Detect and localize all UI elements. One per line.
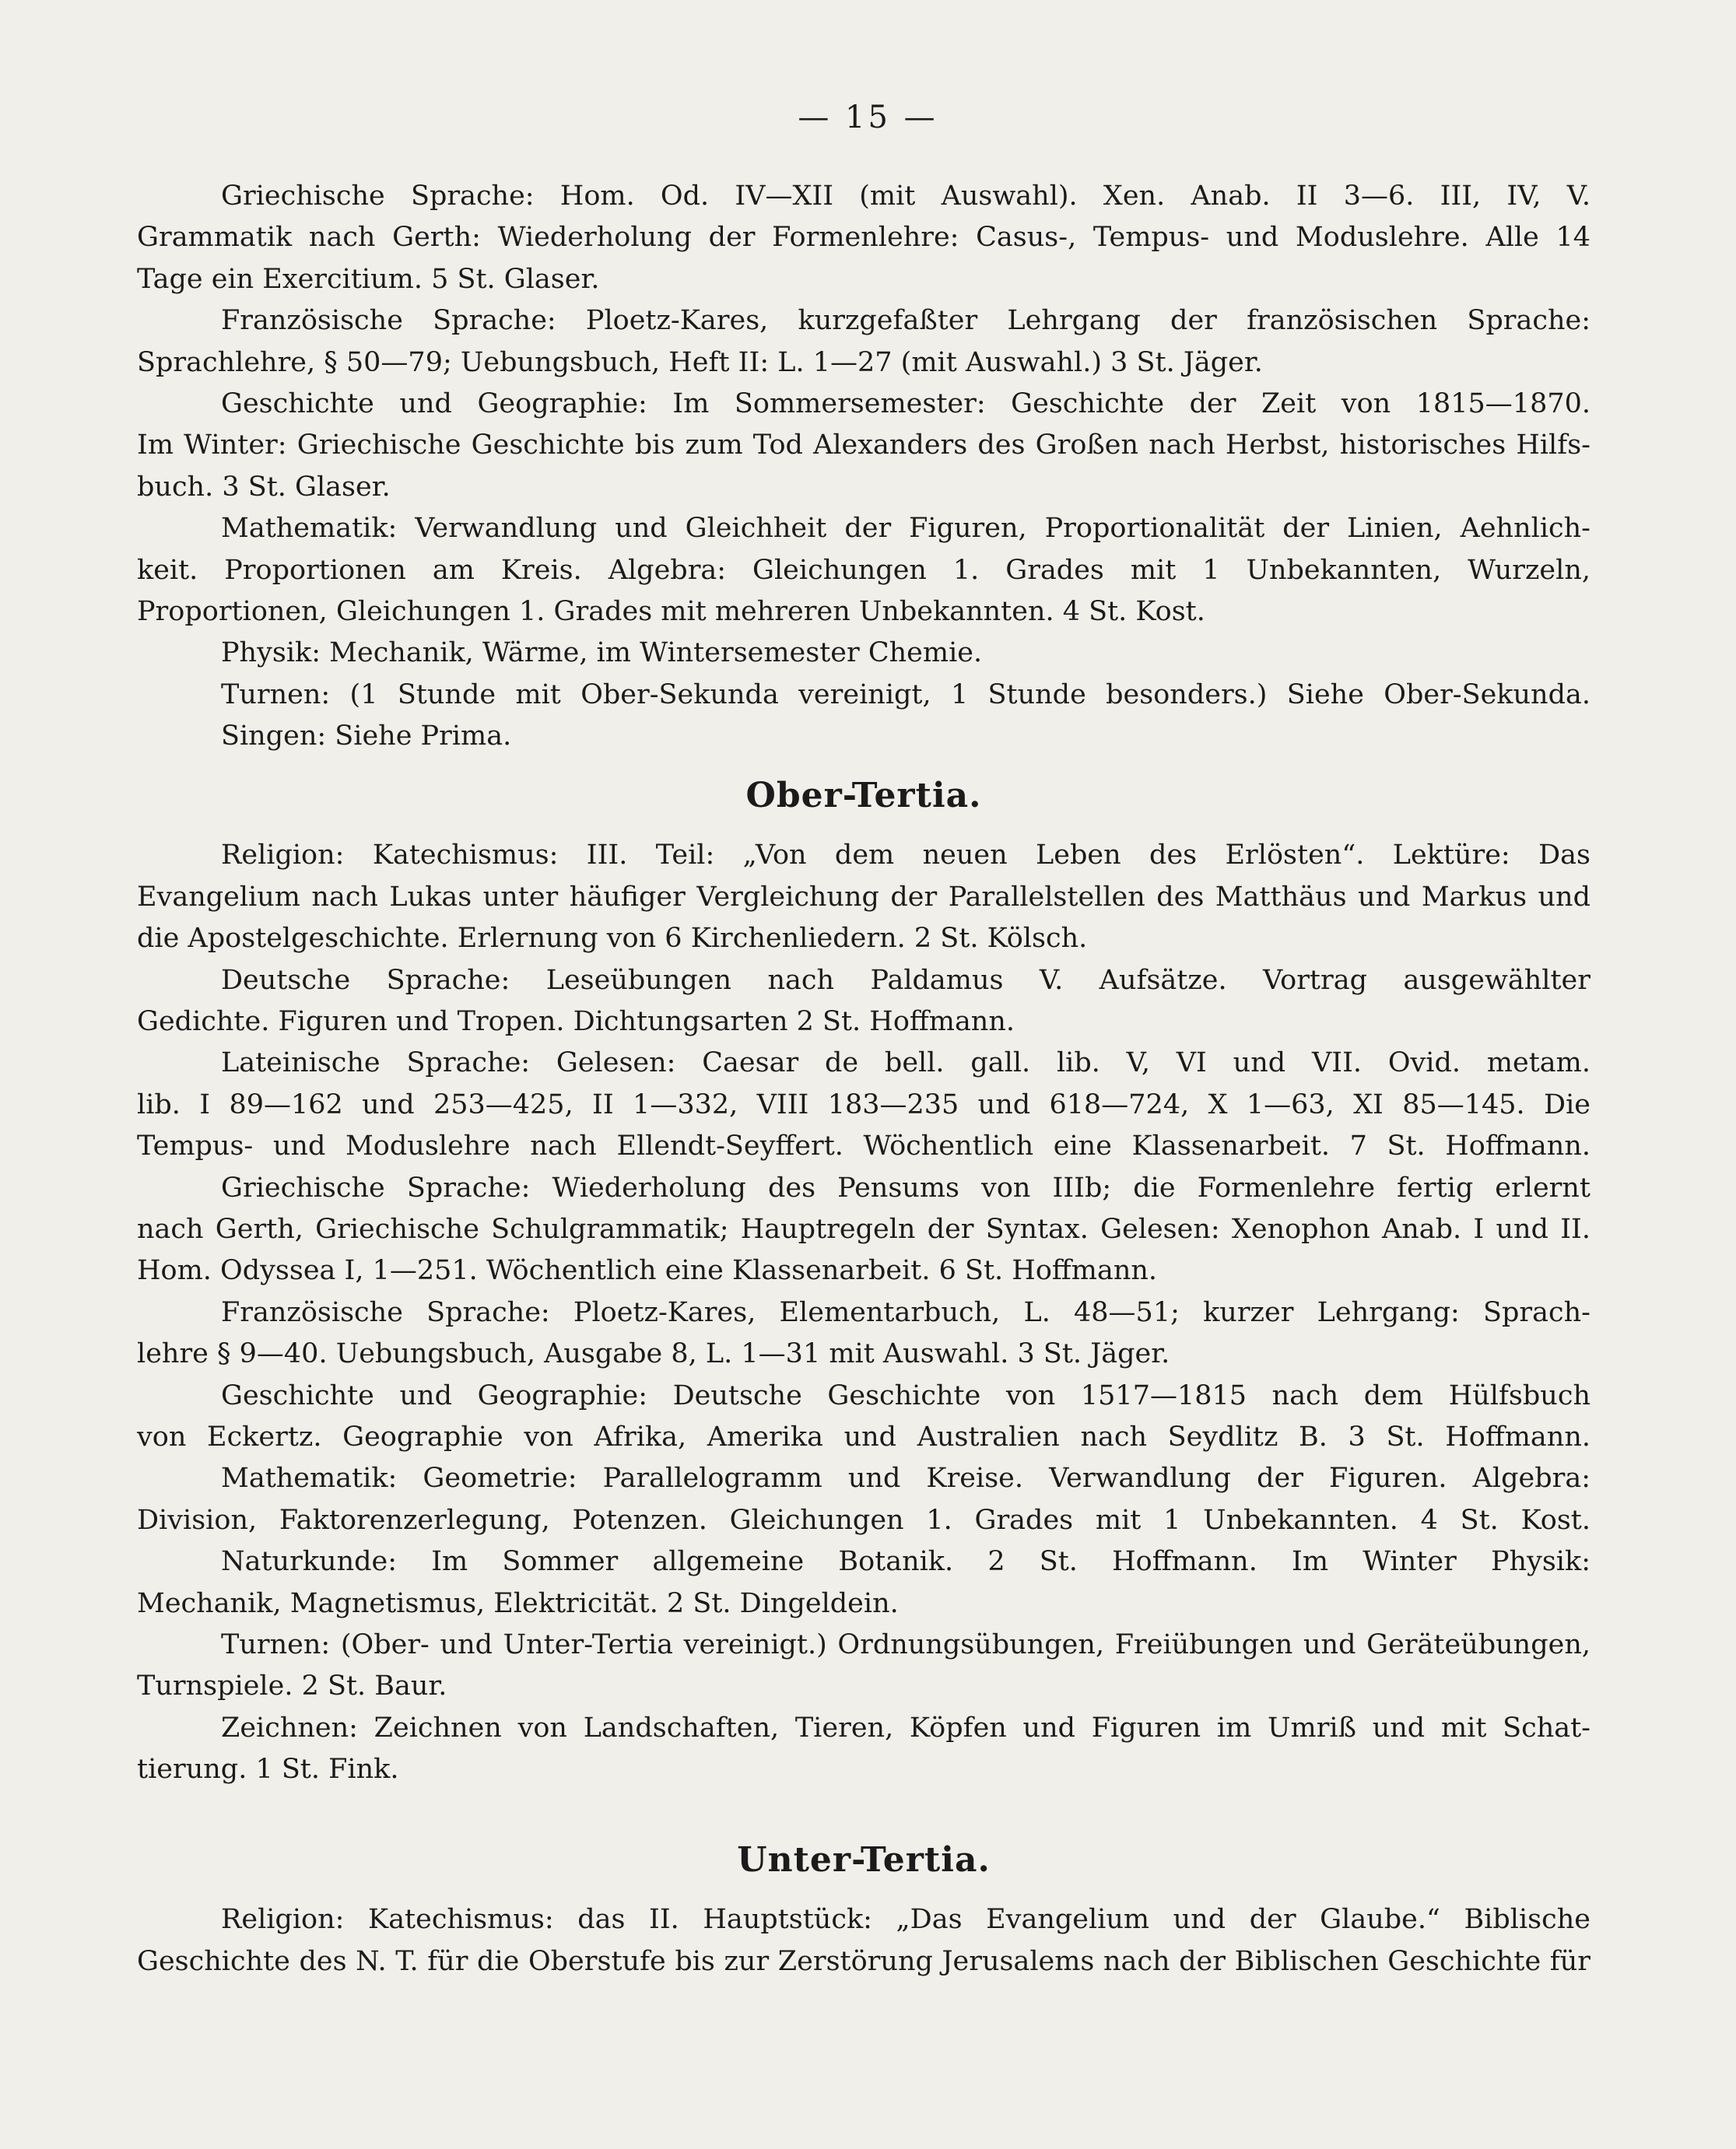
text-line: Im Winter: Griechische Geschichte bis zum Tod Alexanders des Großen nach Herbst, historisches Hilfs- bbox=[137, 429, 1590, 461]
text-line: Tage ein Exercitium. 5 St. Glaser. bbox=[137, 263, 600, 295]
text-line: Gedichte. Figuren und Tropen. Dichtungsarten 2 St. Hoffmann. bbox=[137, 1006, 1015, 1038]
text-line: Mechanik, Magnetismus, Elektricität. 2 St. Dingeldein. bbox=[137, 1587, 899, 1619]
text-line: Hom. Odyssea I, 1—251. Wöchentlich eine Klassenarbeit. 6 St. Hoffmann. bbox=[137, 1255, 1158, 1287]
text-line: Deutsche Sprache: Leseübungen nach Paldamus V. Aufsätze. Vortrag ausgewählter bbox=[221, 964, 1590, 996]
text-line: lib. I 89—162 und 253—425, II 1—332, VIII 183—235 und 618—724, X 1—63, XI 85—145. Die bbox=[137, 1089, 1590, 1120]
text-line: lehre § 9—40. Uebungsbuch, Ausgabe 8, L. 1—31 mit Auswahl. 3 St. Jäger. bbox=[137, 1338, 1170, 1370]
text-line: die Apostelgeschichte. Erlernung von 6 Kirchenliedern. 2 St. Kölsch. bbox=[137, 923, 1088, 955]
text-line: von Eckertz. Geographie von Afrika, Amerika und Australien nach Seydlitz B. 3 St. Hoffmann. bbox=[137, 1421, 1590, 1453]
text-line: Französische Sprache: Ploetz-Kares, kurzgefaßter Lehrgang der französischen Sprache: bbox=[221, 305, 1590, 337]
text-line: Sprachlehre, § 50—79; Uebungsbuch, Heft II: L. 1—27 (mit Auswahl.) 3 St. Jäger. bbox=[137, 346, 1263, 378]
text-line: Religion: Katechismus: III. Teil: „Von dem neuen Leben des Erlösten“. Lektüre: Das bbox=[221, 840, 1590, 871]
text-line: Religion: Katechismus: das II. Hauptstück: „Das Evangelium und der Glaube.“ Biblische bbox=[221, 1904, 1590, 1936]
ober-tertia-section bbox=[137, 835, 1590, 1790]
text-line: Turnen: (1 Stunde mit Ober-Sekunda vereinigt, 1 Stunde besonders.) Siehe Ober-Sekunda. bbox=[221, 678, 1590, 710]
text-line: buch. 3 St. Glaser. bbox=[137, 471, 391, 503]
section-heading-ober-tertia: Ober-Tertia. bbox=[745, 776, 982, 816]
ober-sekunda-continuation bbox=[137, 176, 1590, 757]
text-line: Mathematik: Verwandlung und Gleichheit der Figuren, Proportionalität der Linien, Aehnlich- bbox=[221, 513, 1590, 545]
text-line: Zeichnen: Zeichnen von Landschaften, Tieren, Köpfen und Figuren im Umriß und mit Schat- bbox=[221, 1712, 1590, 1744]
text-line: Evangelium nach Lukas unter häufiger Vergleichung der Parallelstellen des Matthäus und Markus und bbox=[137, 881, 1590, 913]
text-line: Griechische Sprache: Hom. Od. IV—XII (mit Auswahl). Xen. Anab. II 3—6. III, IV, V. bbox=[221, 181, 1590, 212]
text-line: nach Gerth, Griechische Schulgrammatik; Hauptregeln der Syntax. Gelesen: Xenophon Anab. I und II. bbox=[137, 1213, 1590, 1245]
text-line: tierung. 1 St. Fink. bbox=[137, 1754, 399, 1786]
text-line: Französische Sprache: Ploetz-Kares, Elementarbuch, L. 48—51; kurzer Lehrgang: Sprach- bbox=[221, 1296, 1590, 1328]
text-line: Lateinische Sprache: Gelesen: Caesar de bell. gall. lib. V, VI und VII. Ovid. metam. bbox=[221, 1047, 1590, 1079]
text-line: Grammatik nach Gerth: Wiederholung der Formenlehre: Casus-, Tempus- und Moduslehre. Alle 14 bbox=[137, 222, 1590, 254]
text-line: Proportionen, Gleichungen 1. Grades mit mehreren Unbekannten. 4 St. Kost. bbox=[137, 595, 1205, 627]
text-line: Geschichte und Geographie: Im Sommersemester: Geschichte der Zeit von 1815—1870. bbox=[221, 387, 1590, 419]
unter-tertia-section bbox=[137, 1899, 1590, 1982]
text-line: keit. Proportionen am Kreis. Algebra: Gleichungen 1. Grades mit 1 Unbekannten, Wurzeln, bbox=[137, 554, 1590, 586]
page-body bbox=[137, 176, 1590, 1982]
text-line: Tempus- und Moduslehre nach Ellendt-Seyffert. Wöchentlich eine Klassenarbeit. 7 St. Hoffmann. bbox=[137, 1131, 1590, 1162]
text-line: Griechische Sprache: Wiederholung des Pensums von IIIb; die Formenlehre fertig erlernt bbox=[221, 1172, 1590, 1204]
text-line: Singen: Siehe Prima. bbox=[221, 720, 512, 752]
text-line: Turnen: (Ober- und Unter-Tertia vereinigt.) Ordnungsübungen, Freiübungen und Geräteübungen, bbox=[221, 1628, 1590, 1660]
text-line: Geschichte und Geographie: Deutsche Geschichte von 1517—1815 nach dem Hülfsbuch bbox=[221, 1379, 1590, 1411]
text-line: Mathematik: Geometrie: Parallelogramm und Kreise. Verwandlung der Figuren. Algebra: bbox=[221, 1463, 1590, 1495]
text-line: Physik: Mechanik, Wärme, im Wintersemester Chemie. bbox=[221, 637, 983, 669]
text-line: Division, Faktorenzerlegung, Potenzen. Gleichungen 1. Grades mit 1 Unbekannten. 4 St. Kost. bbox=[137, 1504, 1590, 1536]
text-line: Geschichte des N. T. für die Oberstufe bis zur Zerstörung Jerusalems nach der Biblischen Geschichte für bbox=[137, 1945, 1590, 1977]
page-number: — 15 — bbox=[798, 100, 938, 135]
section-heading-unter-tertia: Unter-Tertia. bbox=[737, 1840, 991, 1881]
text-line: Turnspiele. 2 St. Baur. bbox=[137, 1670, 447, 1702]
spacer bbox=[137, 1790, 1590, 1821]
text-line: Naturkunde: Im Sommer allgemeine Botanik. 2 St. Hoffmann. Im Winter Physik: bbox=[221, 1546, 1590, 1578]
